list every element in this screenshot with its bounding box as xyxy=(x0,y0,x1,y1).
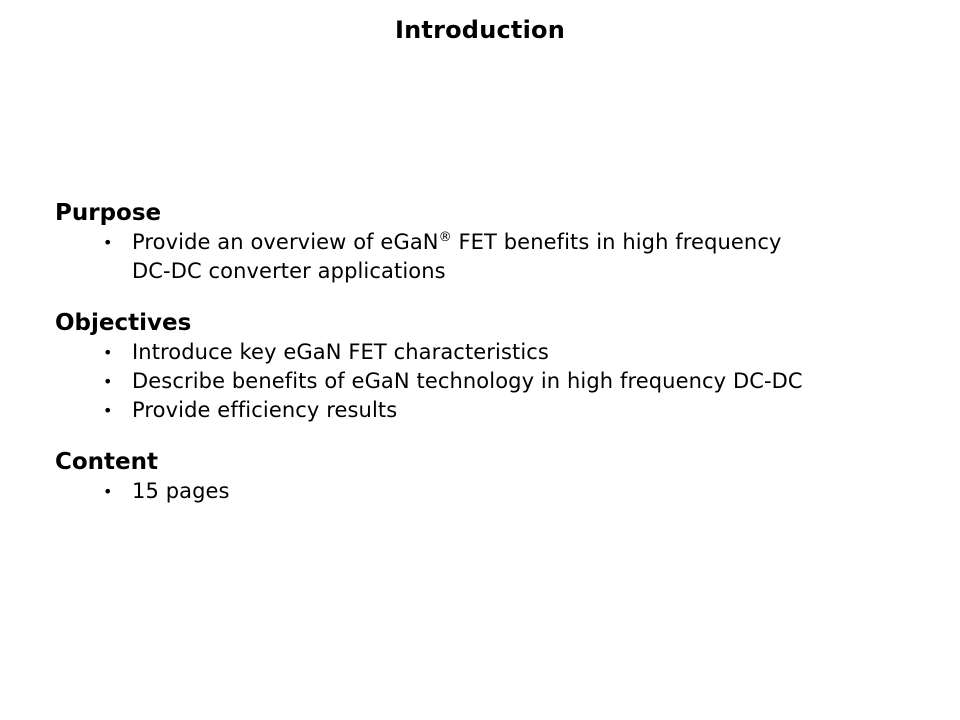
objectives-bullet-text: Introduce key eGaN FET characteristics xyxy=(132,340,549,364)
purpose-bullet-list xyxy=(55,228,935,286)
purpose-bullet-text-line-2: DC-DC converter applications xyxy=(132,259,446,283)
purpose-bullet xyxy=(55,228,935,286)
objectives-bullet xyxy=(55,367,935,396)
content-bullet-text: 15 pages xyxy=(132,479,230,503)
objectives-heading: Objectives xyxy=(55,310,192,336)
purpose-bullet-text-start: Provide an overview of eGaN xyxy=(132,230,439,254)
slide-title: Introduction xyxy=(395,16,565,44)
purpose-section xyxy=(55,198,935,286)
bullet-icon: • xyxy=(103,372,113,391)
objectives-bullet xyxy=(55,338,935,367)
bullet-icon: • xyxy=(103,482,113,501)
purpose-heading: Purpose xyxy=(55,200,162,226)
content-section xyxy=(55,447,935,506)
objectives-bullet xyxy=(55,396,935,425)
objectives-section xyxy=(55,308,935,425)
content-heading: Content xyxy=(55,449,159,475)
content-bullet xyxy=(55,477,935,506)
objectives-bullet-text: Provide efficiency results xyxy=(132,398,398,422)
purpose-bullet-text-end: FET benefits in high frequency xyxy=(451,230,782,254)
content-bullet-list xyxy=(55,477,935,506)
objectives-bullet-list xyxy=(55,338,935,425)
objectives-bullet-text: Describe benefits of eGaN technology in high frequency DC-DC xyxy=(132,369,803,393)
bullet-icon: • xyxy=(103,401,113,420)
bullet-icon: • xyxy=(103,233,113,252)
registered-trademark-symbol: ® xyxy=(438,230,452,245)
slide-content xyxy=(55,198,935,528)
bullet-icon: • xyxy=(103,343,113,362)
